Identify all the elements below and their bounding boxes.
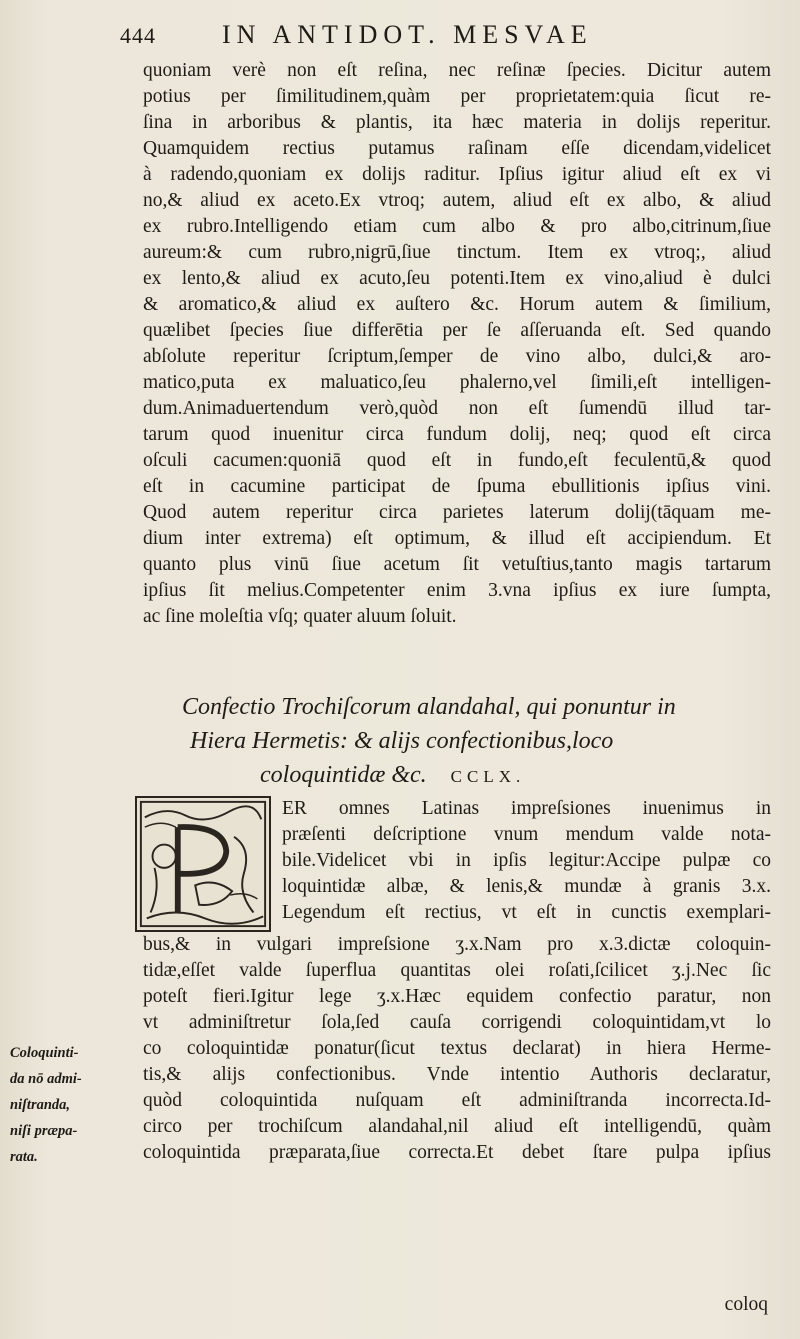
margin-note-line: niſtranda,	[10, 1097, 71, 1113]
chapter-title-line-1: Confectio Trochiſcorum alandahal, qui ponuntur in	[182, 694, 676, 720]
text-line: bile.Videlicet vbi in ipſis legitur:Accipe pulpæ co	[282, 850, 771, 871]
paragraph-coloquintida	[143, 932, 771, 1166]
text-line: ac ſine moleſtia vſq; quater aluum ſoluit.	[143, 606, 457, 627]
text-line: dium inter extrema) eſt optimum, & illud eſt accipiendum. Et	[143, 528, 771, 549]
text-line: coloquintida præparata,ſiue correcta.Et debet ſtare pulpa ipſius	[143, 1142, 771, 1163]
chapter-title-line-3	[150, 758, 770, 792]
woodcut-initial-illustration	[137, 798, 269, 930]
margin-note-line: Coloquinti-	[10, 1045, 79, 1061]
text-line: quanto plus vinū ſiue acetum ſit vetuſtius,tanto magis tartarum	[143, 554, 771, 575]
text-line: quoniam verè non eſt reſina, nec reſinæ ſpecies. Dicitur autem	[143, 60, 771, 81]
text-line: ipſius ſit melius.Competenter enim 3.vna ipſius ex iure ſumpta,	[143, 580, 771, 601]
text-line: poteſt fieri.Igitur lege ʒ.x.Hæc equidem confectio paratur, non	[143, 986, 771, 1007]
paragraph-tartar	[143, 58, 771, 630]
text-line: oſculi cacumen:quoniā quod eſt in fundo,eſt feculentū,& quod	[143, 450, 771, 471]
chapter-title-text: coloquintidæ &c.	[260, 762, 427, 788]
text-line: loquintidæ albæ, & lenis,& mundæ à granis 3.x.	[282, 876, 771, 897]
decorated-initial-p	[135, 796, 271, 932]
chapter-title-line-2: Hiera Hermetis: & alijs confectionibus,loco	[190, 728, 614, 754]
text-line: ER omnes Latinas impreſsiones inuenimus in	[282, 798, 771, 819]
text-line: tarum quod inuenitur circa fundum dolij, neq; quod eſt circa	[143, 424, 771, 445]
text-line: dum.Animaduertendum verò,quòd non eſt ſumendū illud tar-	[143, 398, 771, 419]
text-line: Quamquidem rectius putamus raſinam eſſe dicendam,videlicet	[143, 138, 771, 159]
text-line: ſina in arboribus & plantis, ita hæc materia in dolijs reperitur.	[143, 112, 771, 133]
text-line: potius per ſimilitudinem,quàm per proprietatem:quia ſicut re-	[143, 86, 771, 107]
paragraph-beside-initial	[282, 796, 771, 926]
text-line: ex rubro.Intelligendo etiam cum albo & pro albo,citrinum,ſiue	[143, 216, 771, 237]
text-line: & aromatico,& aliud ex auſtero &c. Horum autem & ſimilium,	[143, 294, 771, 315]
text-line: eſt in cacumine participat de ſpuma ebullitionis ipſius vini.	[143, 476, 771, 497]
catchword: coloq	[724, 1294, 768, 1315]
marginal-note	[10, 1040, 130, 1170]
chapter-heading	[150, 690, 770, 792]
running-title: IN ANTIDOT. MESVAE	[222, 20, 593, 49]
text-line: abſolute reperitur ſcriptum,ſemper de vino albo, dulci,& aro-	[143, 346, 771, 367]
text-line: quòd coloquintida nuſquam eſt adminiſtranda incorrecta.Id-	[143, 1090, 771, 1111]
text-line: à radendo,quoniam ex dolijs raditur. Ipſius igitur aliud eſt ex vi	[143, 164, 771, 185]
text-line: bus,& in vulgari impreſsione ʒ.x.Nam pro x.3.dictæ coloquin-	[143, 934, 771, 955]
margin-note-line: niſi præpa-	[10, 1123, 78, 1139]
text-line: vt adminiſtretur ſola,ſed cauſa corrigendi coloquintidam,vt lo	[143, 1012, 771, 1033]
page-header	[120, 20, 780, 54]
margin-note-line: rata.	[10, 1149, 38, 1165]
text-line: aureum:& cum rubro,nigrū,ſiue tinctum. Item ex vtroq;, aliud	[143, 242, 771, 263]
text-line: ex lento,& aliud ex acuto,ſeu potenti.Item ex vino,aliud è dulci	[143, 268, 771, 289]
text-line: no,& aliud ex aceto.Ex vtroq; autem, aliud eſt ex albo, & aliud	[143, 190, 771, 211]
chapter-number: CCLX.	[450, 767, 526, 786]
text-line: circo per trochiſcum alandahal,nil aliud eſt intelligendū, quàm	[143, 1116, 771, 1137]
text-line: Quod autem reperitur circa parietes laterum dolij(tāquam me-	[143, 502, 771, 523]
text-line: tidæ,eſſet valde ſuperflua quantitas olei roſati,ſcilicet ʒ.j.Nec ſic	[143, 960, 771, 981]
text-line: Legendum eſt rectius, vt eſt in cunctis exemplari-	[282, 902, 771, 923]
text-line: tis,& alijs confectionibus. Vnde intentio Authoris declaratur,	[143, 1064, 771, 1085]
margin-note-line: da nō admi-	[10, 1071, 82, 1087]
page-number: 444	[120, 23, 156, 48]
text-line: præſenti deſcriptione vnum mendum valde nota-	[282, 824, 771, 845]
text-line: quælibet ſpecies ſiue differētia per ſe aſſeruanda eſt. Sed quando	[143, 320, 771, 341]
text-line: co coloquintidæ ponatur(ſicut textus declarat) in hiera Herme-	[143, 1038, 771, 1059]
text-line: matico,puta ex maluatico,ſeu phalerno,vel ſimili,eſt intelligen-	[143, 372, 771, 393]
